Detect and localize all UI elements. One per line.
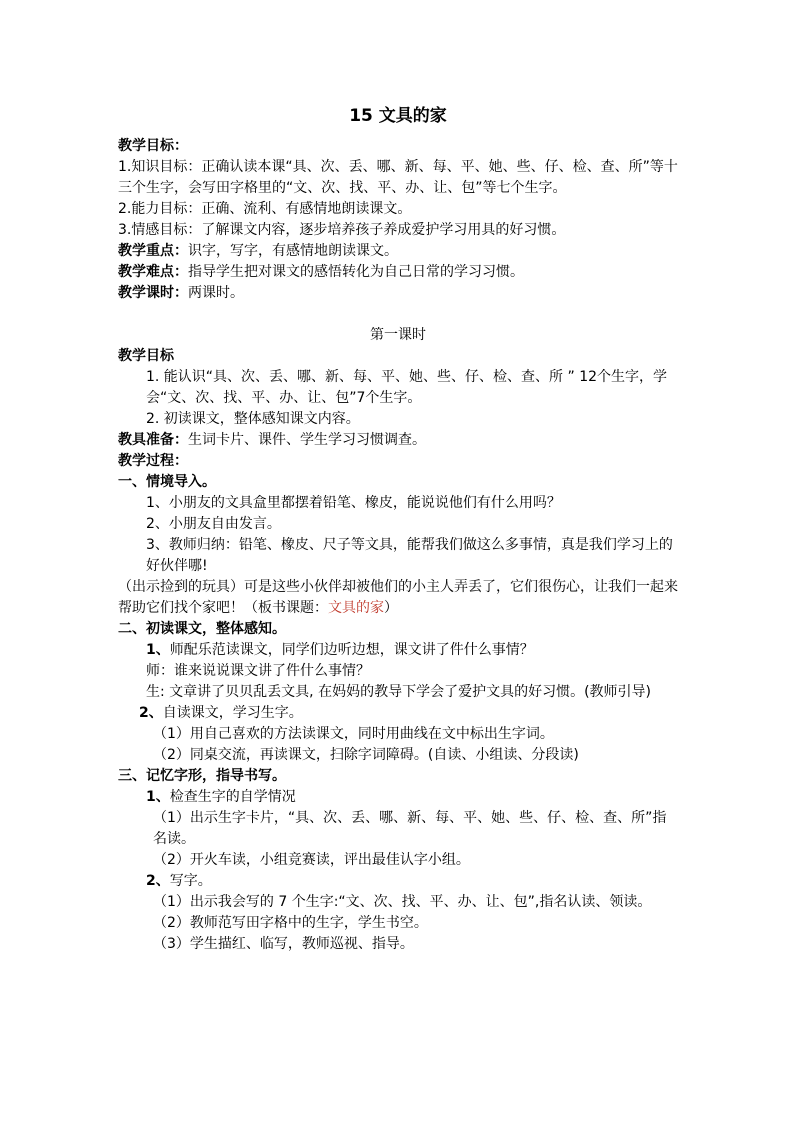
lesson-heading: 第一课时 bbox=[370, 327, 426, 343]
section-1-item-4 bbox=[118, 577, 678, 619]
section-3-item-1 bbox=[118, 787, 678, 808]
spacer bbox=[118, 304, 678, 325]
key-points-text: 识字，写字，有感情地朗读课文。 bbox=[188, 243, 398, 259]
teaching-aids-text: 生词卡片、课件、学生学习习惯调查。 bbox=[188, 432, 426, 448]
objective-emotion: 3.情感目标：了解课文内容，逐步培养孩子养成爱护学习用具的好习惯。 bbox=[118, 222, 566, 238]
section-2-item-1-text: 师配乐范读课文，同学们边听边想，课文讲了件什么事情？ bbox=[169, 642, 534, 658]
section-1-item-2: 2、小朋友自由发言。 bbox=[146, 516, 281, 532]
section-2-heading: 二、初读课文，整体感知。 bbox=[118, 621, 286, 637]
section-2-item-4-text: 自读课文，学习生字。 bbox=[162, 705, 303, 721]
board-title: 文具的家 bbox=[328, 600, 384, 616]
lesson-objectives-heading: 教学目标 bbox=[118, 348, 174, 364]
section-1-heading: 一、情境导入。 bbox=[118, 474, 216, 490]
key-points-label: 教学重点： bbox=[118, 243, 188, 259]
process-heading: 教学过程： bbox=[118, 453, 188, 469]
difficult-points bbox=[118, 262, 678, 283]
section-3-heading: 三、记忆字形，指导书写。 bbox=[118, 768, 286, 784]
section-2-item-4 bbox=[118, 703, 678, 724]
section-3-item-4-text: 写字。 bbox=[169, 873, 212, 889]
teaching-aids bbox=[118, 430, 678, 451]
difficult-points-text: 指导学生把对课文的感悟转化为自己日常的学习习惯。 bbox=[188, 264, 524, 280]
section-2-item-6: （2）同桌交流，再读课文，扫除字词障碍。(自读、小组读、分段读) bbox=[153, 747, 579, 763]
document-body bbox=[118, 104, 678, 955]
class-hours-label: 教学课时： bbox=[118, 285, 188, 301]
section-2-item-1 bbox=[118, 640, 678, 661]
section-2-item-4-number: 2、 bbox=[139, 705, 163, 721]
objectives-heading: 教学目标： bbox=[118, 138, 188, 154]
lesson-objective-2: 2. 初读课文，整体感知课文内容。 bbox=[146, 411, 360, 427]
section-1-item-1: 1、小朋友的文具盒里都摆着铅笔、橡皮，能说说他们有什么用吗？ bbox=[146, 495, 561, 511]
section-2-item-3: 生: 文章讲了贝贝乱丢文具, 在妈妈的教导下学会了爱护文具的好习惯。(教师引导) bbox=[146, 684, 651, 700]
page-title: 15 文具的家 bbox=[349, 106, 447, 126]
section-3-item-5: （1）出示我会写的 7 个生字:“文、次、找、平、办、让、包”,指名认读、领读。 bbox=[153, 894, 652, 910]
section-3-item-7: （3）学生描红、临写，教师巡视、指导。 bbox=[153, 936, 414, 952]
section-3-item-6: （2）教师范写田字格中的生字，学生书空。 bbox=[153, 915, 428, 931]
difficult-points-label: 教学难点： bbox=[118, 264, 188, 280]
section-3-item-1-number: 1、 bbox=[146, 789, 170, 805]
class-hours bbox=[118, 283, 678, 304]
section-2-item-2: 师：谁来说说课文讲了件什么事情？ bbox=[146, 663, 370, 679]
section-3-item-4-number: 2、 bbox=[146, 873, 170, 889]
section-1-item-3: 3、教师归纳：铅笔、橡皮、尺子等文具，能帮我们做这么多事情，真是我们学习上的好伙伴哪! bbox=[146, 537, 673, 574]
section-1-item-4-text: （出示捡到的玩具）可是这些小伙伴却被他们的小主人弄丢了，它们很伤心，让我们一起来帮助它们找个家吧！（板书课题： bbox=[118, 579, 678, 616]
section-3-item-4 bbox=[118, 871, 678, 892]
lesson-objective-1: 1. 能认识“具、次、丢、哪、新、每、平、她、些、仔、检、查、所 ” 12个生字，学会“文、次、找、平、办、让、包”7个生字。 bbox=[146, 369, 668, 406]
section-3-item-3: （2）开火车读，小组竞赛读，评出最佳认字小组。 bbox=[153, 852, 470, 868]
teaching-aids-label: 教具准备： bbox=[118, 432, 188, 448]
section-3-item-2: （1）出示生字卡片，“具、次、丢、哪、新、每、平、她、些、仔、检、查、所”指名读。 bbox=[153, 810, 667, 847]
section-1-item-4-close: ） bbox=[384, 600, 398, 616]
section-3-item-1-text: 检查生字的自学情况 bbox=[169, 789, 296, 805]
section-2-item-1-number: 1、 bbox=[146, 642, 170, 658]
objective-ability: 2.能力目标：正确、流利、有感情地朗读课文。 bbox=[118, 201, 412, 217]
key-points bbox=[118, 241, 678, 262]
class-hours-text: 两课时。 bbox=[188, 285, 244, 301]
objective-knowledge: 1.知识目标：正确认读本课“具、次、丢、哪、新、每、平、她、些、仔、检、查、所”等十三个生字，会写田字格里的“文、次、找、平、办、让、包”等七个生字。 bbox=[118, 159, 678, 196]
section-2-item-5: （1）用自己喜欢的方法读课文，同时用曲线在文中标出生字词。 bbox=[153, 726, 554, 742]
